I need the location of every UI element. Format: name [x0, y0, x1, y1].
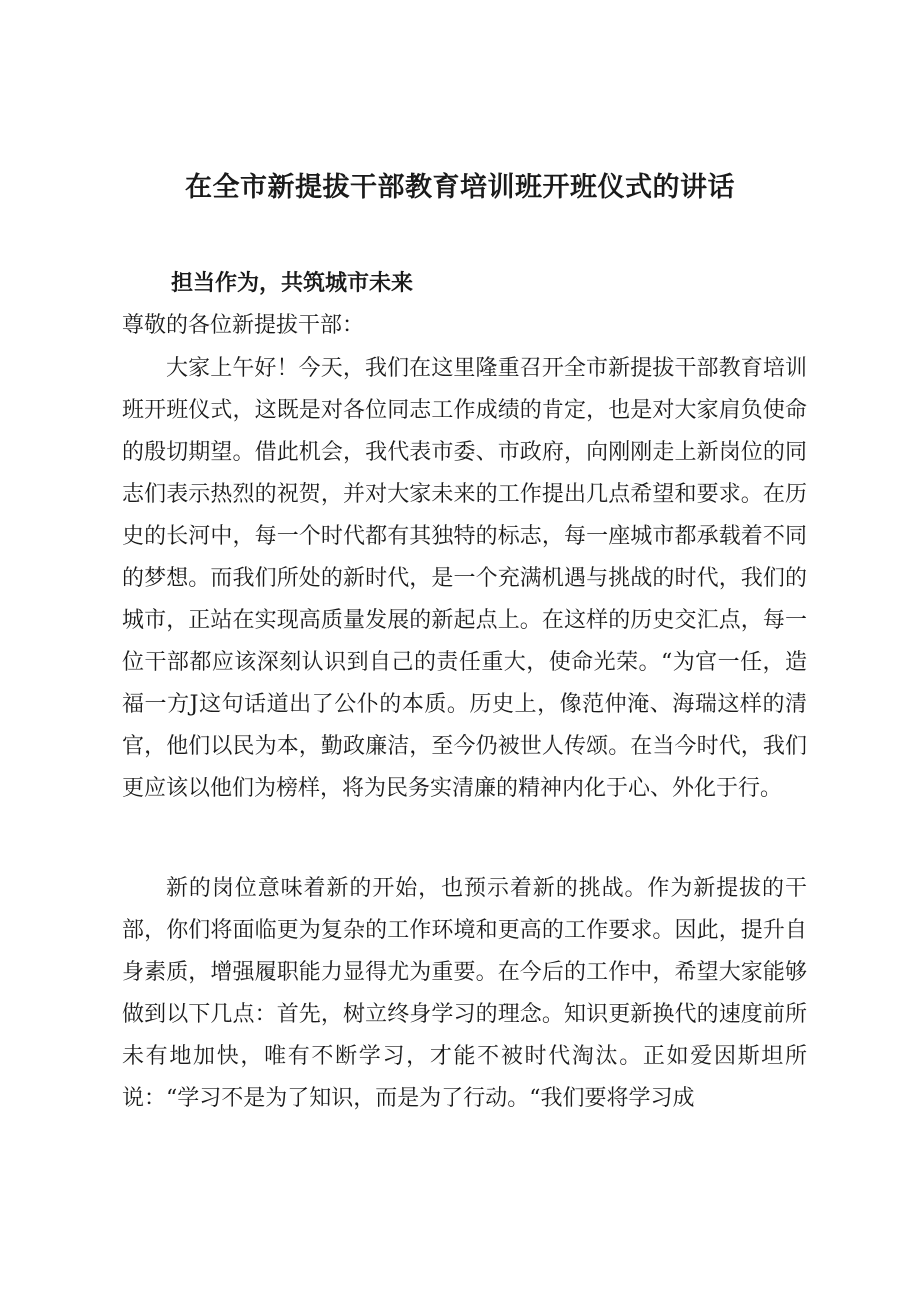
body-paragraph-2: 新的岗位意味着新的开始，也预示着新的挑战。作为新提拔的干部，你们将面临更为复杂的工作环境和更高的工作要求。因此，提升自身素质，增强履职能力显得尤为重要。在今后的工作中，希望大家能够做到以下几点：首先，树立终身学习的理念。知识更新换代的速度前所未有地加快，唯有不断学习，才能不被时代淘汰。正如爱因斯坦所说：“学习不是为了知识，而是为了行动。“我们要将学习成	[122, 876, 807, 1111]
document-title: 在全市新提拔干部教育培训班开班仪式的讲话	[185, 172, 735, 203]
salutation: 尊敬的各位新提拔干部：	[122, 313, 365, 338]
document-subtitle: 担当作为，共筑城市未来	[171, 271, 414, 296]
body-paragraph-1: 大家上午好！今天，我们在这里隆重召开全市新提拔干部教育培训班开班仪式，这既是对各位同志工作成绩的肯定，也是对大家肩负使命的殷切期望。借此机会，我代表市委、市政府，向刚刚走上新岗位的同志们表示热烈的祝贺，并对大家未来的工作提出几点希望和要求。在历史的长河中，每一个时代都有其独特的标志，每一座城市都承载着不同的梦想。而我们所处的新时代，是一个充满机遇与挑战的时代，我们的城市，正站在实现高质量发展的新起点上。在这样的历史交汇点，每一位干部都应该深刻认识到自己的责任重大，使命光荣。“为官一任，造福一方J这句话道出了公仆的本质。历史上，像范仲淹、海瑞这样的清官，他们以民为本，勤政廉洁，至今仍被世人传颂。在当今时代，我们更应该以他们为榜样，将为民务实清廉的精神内化于心、外化于行。	[122, 356, 807, 801]
